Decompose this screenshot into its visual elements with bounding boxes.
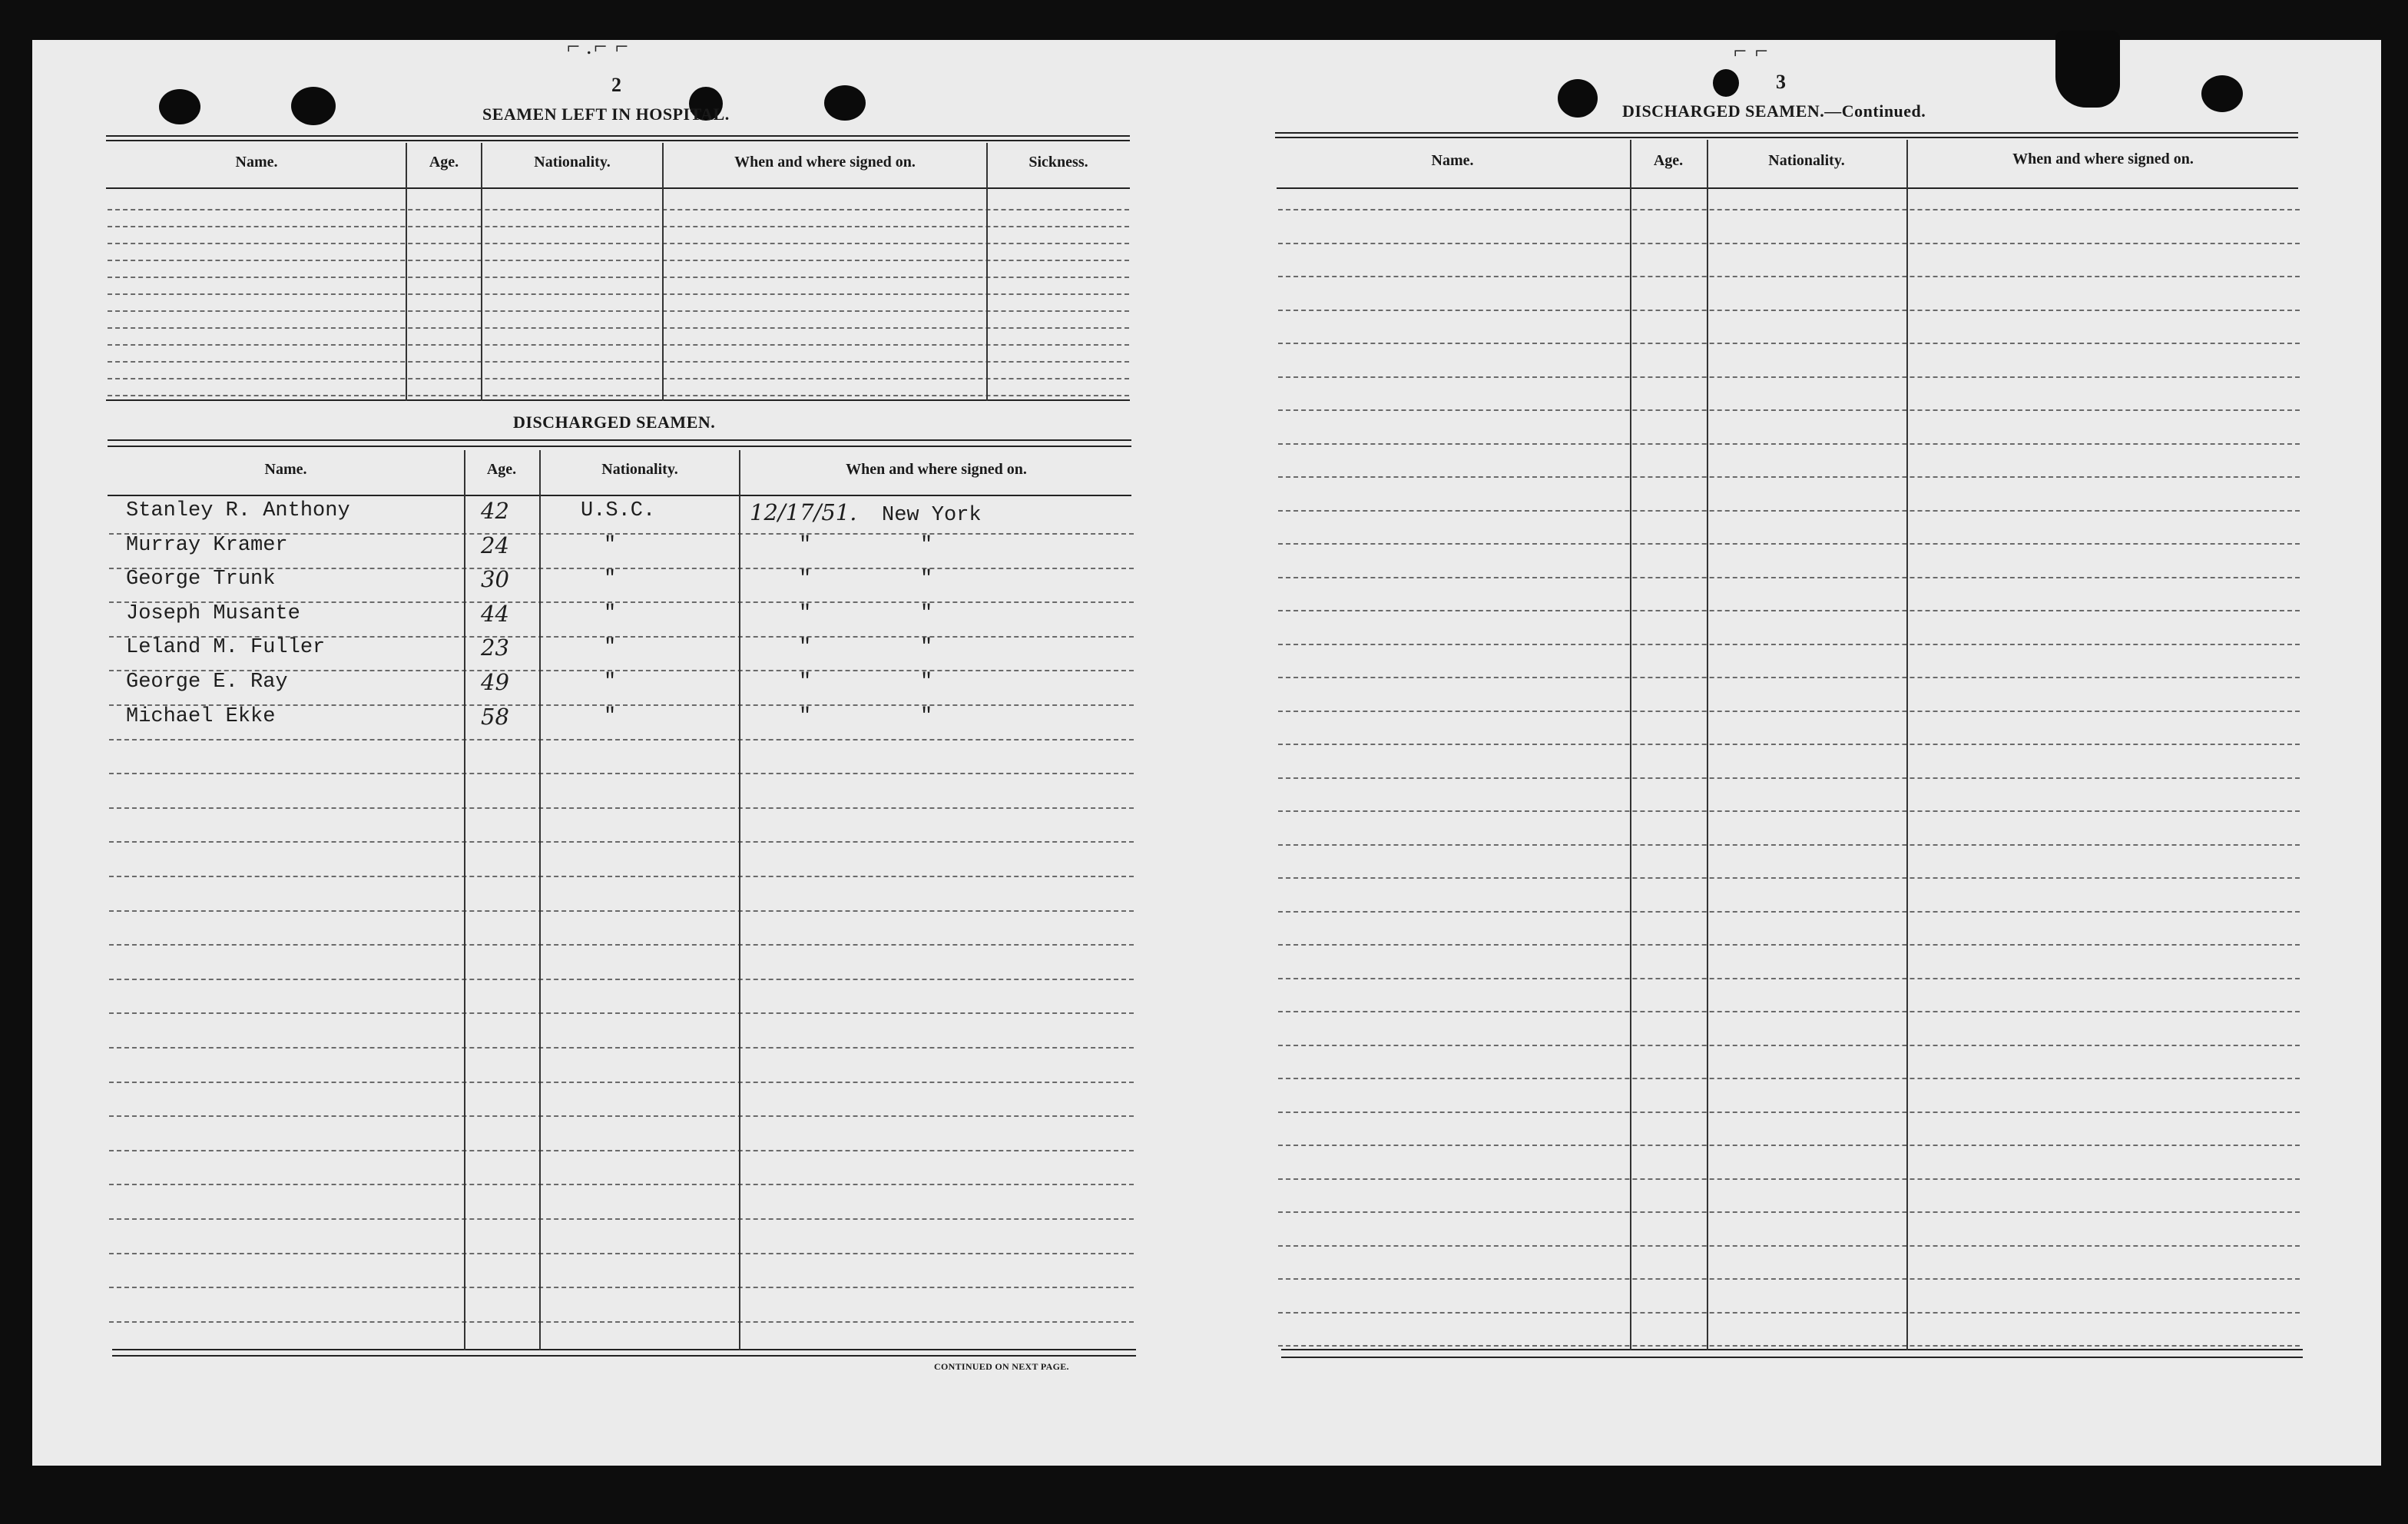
- signed-on-date: ": [799, 568, 812, 591]
- ruled-line: [1278, 476, 2300, 478]
- punch-hole: [824, 85, 866, 121]
- ruled-line: [108, 344, 1129, 346]
- document-sheet: [32, 40, 2381, 1466]
- column-header: Nationality.: [1768, 152, 1845, 169]
- page-number-right: 3: [1776, 71, 1786, 93]
- ruled-line: [1278, 1112, 2300, 1113]
- table-border: [108, 439, 1131, 441]
- column-header: Name.: [264, 461, 307, 478]
- ruled-line: [108, 209, 1129, 210]
- table-border: [106, 135, 1130, 137]
- signed-on-date: ": [799, 705, 812, 728]
- column-header: Name.: [235, 154, 278, 171]
- ruled-line: [1278, 209, 2300, 210]
- column-header: Nationality.: [534, 154, 611, 171]
- table-border: [108, 495, 1131, 496]
- ruled-line: [1278, 877, 2300, 879]
- column-header: Age.: [429, 154, 459, 171]
- ruled-line: [1278, 443, 2300, 445]
- ruled-line: [109, 1047, 1134, 1049]
- punch-hole: [291, 87, 336, 125]
- column-divider: [739, 450, 740, 1350]
- ruled-line: [109, 1012, 1134, 1014]
- signed-on-place: ": [920, 636, 933, 659]
- table-border: [1281, 1349, 2303, 1350]
- column-divider: [986, 143, 988, 401]
- table-border: [108, 446, 1131, 447]
- ruled-line: [109, 1150, 1134, 1151]
- ruled-line: [1278, 644, 2300, 645]
- ruled-line: [108, 277, 1129, 278]
- ruled-line: [1278, 1245, 2300, 1247]
- seaman-age: 24: [481, 532, 509, 558]
- table-border: [106, 399, 1130, 401]
- hospital-section-title: SEAMEN LEFT IN HOSPITAL.: [482, 104, 730, 124]
- seaman-nationality: ": [604, 568, 617, 591]
- column-header: Nationality.: [601, 461, 678, 478]
- column-header: When and where signed on.: [2012, 151, 2194, 167]
- ruled-line: [1278, 1178, 2300, 1180]
- seaman-age: 49: [481, 669, 509, 695]
- ruled-line: [1278, 543, 2300, 545]
- seaman-nationality: U.S.C.: [581, 499, 656, 522]
- ruled-line: [109, 807, 1134, 809]
- ruled-line: [109, 773, 1134, 774]
- signed-on-place: ": [920, 671, 933, 694]
- handwritten-mark: ⌐ ⌐: [1732, 38, 1769, 64]
- ruled-line: [109, 1218, 1134, 1220]
- ruled-line: [108, 378, 1129, 379]
- column-divider: [481, 143, 482, 401]
- ruled-line: [109, 1253, 1134, 1254]
- ruled-line: [109, 1082, 1134, 1083]
- column-divider: [1707, 140, 1708, 1350]
- seaman-age: 44: [481, 601, 509, 627]
- ruled-line: [1278, 310, 2300, 311]
- signed-on-place: New York: [882, 504, 982, 527]
- column-header: Age.: [486, 461, 517, 478]
- ruled-line: [109, 979, 1134, 980]
- column-header: Sickness.: [1028, 154, 1088, 171]
- page-number-left: 2: [611, 74, 621, 96]
- seaman-age: 42: [481, 498, 509, 524]
- ruled-line: [1278, 409, 2300, 411]
- handwritten-mark: ⌐ .⌐ ⌐: [565, 34, 630, 59]
- seaman-name: George E. Ray: [126, 671, 288, 694]
- ruled-line: [1278, 577, 2300, 578]
- ruled-line: [1278, 376, 2300, 378]
- table-border: [1277, 187, 2298, 189]
- ruled-line: [1278, 744, 2300, 745]
- ruled-line: [1278, 510, 2300, 512]
- ruled-line: [109, 1115, 1134, 1117]
- ruled-line: [1278, 844, 2300, 846]
- column-divider: [406, 143, 407, 401]
- ruled-line: [1278, 1011, 2300, 1012]
- seaman-age: 30: [481, 566, 509, 592]
- punch-hole: [159, 89, 200, 124]
- seaman-name: Leland M. Fuller: [126, 636, 326, 659]
- ruled-line: [1278, 810, 2300, 812]
- footer-note: CONTINUED ON NEXT PAGE.: [934, 1361, 1069, 1372]
- punch-hole: [2201, 75, 2243, 112]
- column-header: When and where signed on.: [734, 154, 916, 171]
- ruled-line: [108, 361, 1129, 363]
- ruled-line: [108, 293, 1129, 295]
- ruled-line: [1278, 1211, 2300, 1213]
- continued-section-title: DISCHARGED SEAMEN.—Continued.: [1622, 101, 1926, 121]
- seaman-age: 23: [481, 634, 509, 661]
- ruled-line: [1278, 1278, 2300, 1280]
- ruled-line: [109, 1287, 1134, 1288]
- ruled-line: [1278, 1045, 2300, 1046]
- seaman-name: Stanley R. Anthony: [126, 499, 350, 522]
- seaman-nationality: ": [604, 602, 617, 625]
- column-header: Name.: [1431, 152, 1474, 169]
- ruled-line: [108, 395, 1129, 396]
- signed-on-date: ": [799, 636, 812, 659]
- ruled-line: [1278, 1145, 2300, 1146]
- signed-on-place: ": [920, 705, 933, 728]
- ruled-line: [1278, 978, 2300, 979]
- ruled-line: [109, 739, 1134, 740]
- table-border: [112, 1355, 1136, 1357]
- seaman-name: George Trunk: [126, 568, 276, 591]
- table-border: [1275, 137, 2298, 138]
- ruled-line: [1278, 276, 2300, 277]
- signed-on-place: ": [920, 602, 933, 625]
- ruled-line: [1278, 777, 2300, 779]
- ruled-line: [109, 876, 1134, 877]
- seaman-nationality: ": [604, 705, 617, 728]
- ruled-line: [1278, 1345, 2300, 1347]
- ruled-line: [109, 1321, 1134, 1323]
- signed-on-date: ": [799, 671, 812, 694]
- ink-blot: [1713, 69, 1739, 97]
- discharged-section-title: DISCHARGED SEAMEN.: [513, 412, 716, 432]
- seaman-age: 58: [481, 704, 509, 730]
- ruled-line: [1278, 677, 2300, 678]
- table-border: [1281, 1357, 2303, 1358]
- ruled-line: [1278, 610, 2300, 611]
- seaman-nationality: ": [604, 636, 617, 659]
- ruled-line: [1278, 243, 2300, 244]
- signed-on-date: ": [799, 534, 812, 557]
- ruled-line: [1278, 1078, 2300, 1079]
- column-divider: [662, 143, 664, 401]
- signed-on-date: 12/17/51.: [750, 499, 857, 525]
- column-header: When and where signed on.: [846, 461, 1027, 478]
- table-border: [106, 187, 1130, 189]
- seaman-name: Michael Ekke: [126, 705, 276, 728]
- ruled-line: [108, 243, 1129, 244]
- ruled-line: [1278, 944, 2300, 946]
- ruled-line: [1278, 911, 2300, 913]
- table-border: [1275, 132, 2298, 134]
- signed-on-place: ": [920, 534, 933, 557]
- ruled-line: [109, 1184, 1134, 1185]
- ruled-line: [109, 944, 1134, 946]
- ruled-line: [1278, 711, 2300, 712]
- seaman-name: Murray Kramer: [126, 534, 288, 557]
- ruled-line: [1278, 1312, 2300, 1314]
- ruled-line: [1278, 343, 2300, 344]
- ruled-line: [108, 327, 1129, 329]
- ruled-line: [108, 310, 1129, 312]
- table-border: [106, 140, 1130, 141]
- ink-blot: [2055, 31, 2120, 108]
- seaman-nationality: ": [604, 534, 617, 557]
- column-divider: [539, 450, 541, 1350]
- signed-on-date: ": [799, 602, 812, 625]
- punch-hole: [1558, 79, 1598, 118]
- seaman-nationality: ": [604, 671, 617, 694]
- column-divider: [1630, 140, 1631, 1350]
- signed-on-place: ": [920, 568, 933, 591]
- column-header: Age.: [1653, 152, 1684, 169]
- ruled-line: [109, 841, 1134, 843]
- seaman-name: Joseph Musante: [126, 602, 300, 625]
- column-divider: [464, 450, 465, 1350]
- ruled-line: [109, 910, 1134, 912]
- ruled-line: [108, 226, 1129, 227]
- table-border: [112, 1349, 1136, 1350]
- column-divider: [1906, 140, 1908, 1350]
- ruled-line: [108, 260, 1129, 261]
